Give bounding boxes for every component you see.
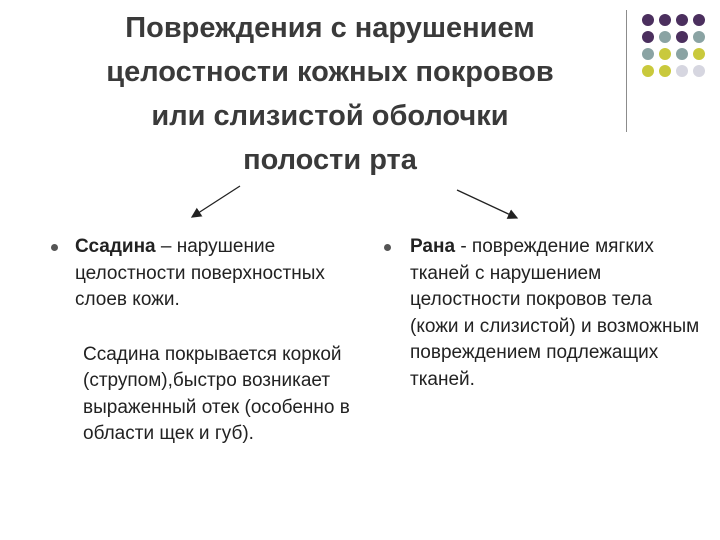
- abrasion-extra: Ссадина покрывается коркой (струпом),быстро возникает выраженный отек (особенно в области щек и губ).: [83, 343, 350, 444]
- abrasion-term: Ссадина: [75, 236, 156, 257]
- bullet-icon: [51, 244, 58, 251]
- abrasion-definition: [75, 234, 355, 314]
- title-line-1: Повреждения с нарушением: [125, 12, 535, 44]
- arrow-right: [457, 190, 517, 218]
- arrow-left: [192, 186, 240, 217]
- title-line-3: или слизистой оболочки: [151, 100, 509, 132]
- title-line-4: полости рта: [243, 144, 417, 176]
- bullet-icon: [384, 244, 391, 251]
- wound-definition: [410, 234, 700, 393]
- title-line-2: целостности кожных покровов: [106, 56, 554, 88]
- right-column: [410, 234, 700, 393]
- left-column: [75, 234, 355, 448]
- wound-term: Рана: [410, 236, 456, 257]
- wound-definition-text: - повреждение мягких тканей с нарушением целостности покровов тела (кожи и слизистой) и возможным повреждением подлежащих тканей.: [410, 236, 700, 390]
- abrasion-definition-text: – нарушение целостности поверхностных слоев кожи.: [75, 236, 325, 310]
